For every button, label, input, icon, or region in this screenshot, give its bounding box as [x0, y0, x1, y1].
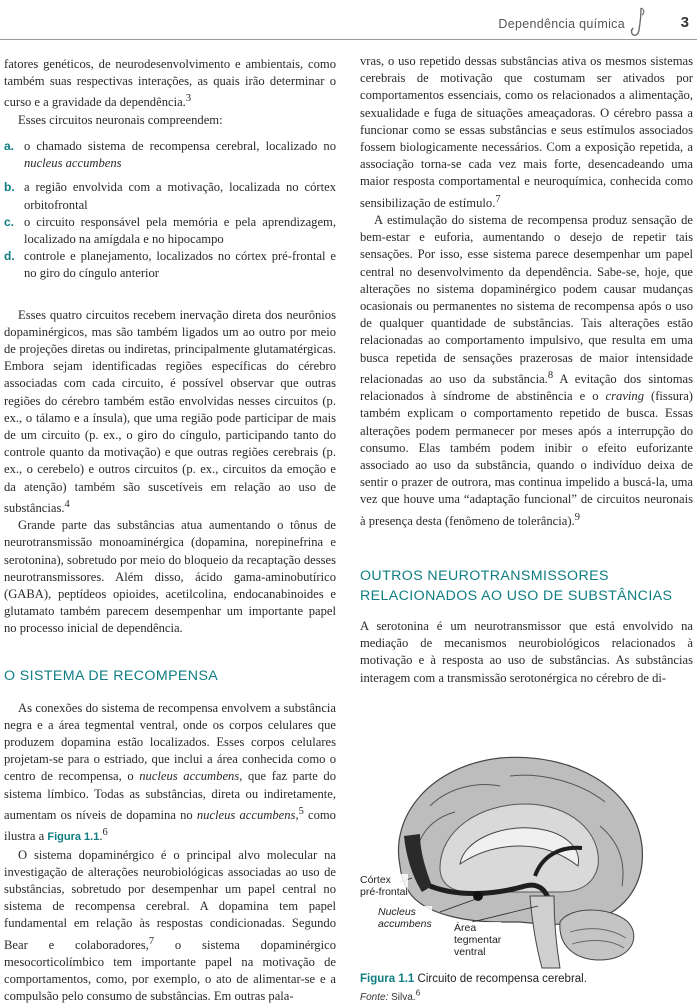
citation: 7 [148, 935, 155, 947]
paragraph: vras, o uso repetido dessas substâncias ativa os mesmos sistemas cerebrais de motivação que costumam ser ativados por comportamentos essenciais, como os relacionados a alimentação, sexualidade e fuga de situações ameaçadoras. O cérebro passa a funcionar como se essas substâncias e seus estímulos associados fossem biologicamente necessários. Com a exposição repetida, a associação torna-se cada vez mais forte, desencadeando uma maior resposta comportamental e neuroquímica, conhecida como sensibilização de estímulo.$^7$ [360, 54, 693, 210]
paragraph: Esses quatro circuitos recebem inervação direta dos neurônios dopaminérgicos, mas são também ligados um ao outro por meio de projeções diretas ou indiretas, principalmente glutamatérgicas. Embora sejam identificadas regiões específicas do cérebro associadas com cada circuito, é possível observar que outras regiões do cérebro também estão envolvidas nesses circuitos (p. ex., o tálamo e a ínsula), que uma região pode participar de mais de um circuito (p. ex., o giro do cíngulo, participando tanto do controle quanto da motivação) e que outras regiões cerebrais (p. ex., o cerebelo) e outros circuitos (p. ex., circuitos da emoção e da atenção) também são suscetíveis em relação ao uso de substâncias.$^4$ [4, 307, 336, 516]
citation: 3 [185, 93, 192, 105]
citation: 5 [298, 805, 304, 817]
right-column [360, 53, 693, 687]
section-heading: O SISTEMA DE RECOMPENSA [4, 667, 219, 684]
caption-text: Circuito de recompensa cerebral. [417, 973, 587, 985]
paragraph: O sistema dopaminérgico é o principal alvo molecular na investigação de alterações neurobiológicas associadas ao uso de substâncias, sobretudo por desempenhar um papel central no sistema de recompensa cerebral. A dopamina tem papel fundamental em relação às respostas condicionadas. Segundo Bear e colaboradores,$^7$ o sistema dopaminérgico mesocorticolímbico tem importante papel na motivação de comportamentos, como, por exemplo, o ato de alimentar-se e a compulsão pelo consumo de substâncias. Em outras pala- [4, 847, 336, 1004]
label-ventral-tegmental-area: Área tegmentar ventral [454, 922, 502, 958]
figure-caption [360, 972, 690, 1005]
label-nucleus-accumbens: Nucleus accumbens [378, 906, 432, 930]
citation: 8 [547, 369, 554, 381]
spoon-fish-hook-icon [627, 6, 649, 38]
page-header [0, 0, 697, 40]
paragraph: A estimulação do sistema de recompensa produz sensação de bem-estar e euforia, aumentando o desejo de repetir tais sensações. Por isso, esse sistema parece desempenhar um papel central no desenvolvimento da dependência. Sabe-se, hoje, que alterações no sistema dopaminérgico podem causar mudanças ocasionais ou permanentes no sistema de recompensa após o uso de qualquer quantidade de substâncias. Tais alterações estão relacionadas ao comportamento impulsivo, que resulta em uma busca repetida de sensações prazerosas de maior intensidade relacionadas ao uso da substância.$^8$ A evitação dos sintomas relacionados à síndrome de abstinência e o craving (fissura) também explicam o comportamento repetido de busca. Essas alterações podem permanecer por meses após a interrupção do consumo. Elas também podem inibir o efeito euforizante associado ao uso da substância, quando o indivíduo deixa de sentir o prazer de outrora, mas continua impelido a buscá-la, uma vez que houve uma “adaptação funcional” de circuitos neuronais à presença desta (fenômeno de tolerância).$^9$ [360, 213, 693, 528]
citation: 4 [64, 498, 70, 510]
caption-label: Figura 1.1 [360, 973, 415, 985]
figure-reference-link[interactable]: Figura 1.1 [47, 831, 100, 844]
left-column [4, 56, 336, 1006]
list-item: d. controle e planejamento, localizados no córtex pré-frontal e no giro do cíngulo anterior [4, 249, 336, 281]
header-divider [0, 39, 697, 40]
list-item: c. o circuito responsável pela memória e pela aprendizagem, localizado na amígdala e no hipocampo [4, 214, 336, 247]
brain-reward-circuit-figure [360, 746, 660, 972]
list-item: a. o chamado sistema de recompensa cerebral, localizado no nucleus accumbens [4, 139, 336, 171]
paragraph: Grande parte das substâncias atua aumentando o tônus de neurotransmissão monoaminérgica (dopamina, norepinefrina e serotonina), sobretudo por meio do bloqueio da recaptação desses neurotransmissores. Além disso, ácido gama-aminobutírico (GABA), peptídeos opioides, acetilcolina, endocanabinoides e glutamato também parecem desempenhar um importante papel no processo inicial de dependência. [4, 518, 336, 636]
brain-illustration [360, 746, 660, 972]
paragraph: fatores genéticos, de neurodesenvolvimento e ambientais, como também suas respectivas interações, as quais irão determinar o curso e a gravidade da dependência.$^3$ [4, 57, 336, 110]
citation: 9 [574, 511, 580, 523]
citation: 7 [495, 193, 501, 205]
section-heading: OUTROS NEUROTRANSMISSORES RELACIONADOS AO USO DE SUBSTÂNCIAS [360, 568, 673, 605]
page-number: 3 [680, 14, 689, 31]
paragraph: A serotonina é um neurotransmissor que está envolvido na mediação de mecanismos neurobiológicos relacionados à motivação e à resposta ao uso de substâncias. As substâncias interagem com a transmissão serotonérgica no cérebro de di- [360, 619, 693, 685]
label-prefrontal-cortex: Córtex pré-frontal [360, 874, 408, 898]
list-item: b. a região envolvida com a motivação, localizada no córtex orbitofrontal [4, 180, 336, 212]
paragraph: As conexões do sistema de recompensa envolvem a substância negra e a área tegmental ventral, onde os corpos celulares que produzem dopamina estão localizados. Esses corpos celulares projetam-se para o estriado, que inclui a área conhecida como o centro de recompensa, o nucleus accumbens, que faz parte do sistema límbico. Todas as substâncias, direta ou indiretamente, aumentam os níveis de dopamina no nucleus accumbens,$^5$ como ilustra a Figura 1.1.$^6$ [4, 700, 336, 844]
paragraph: Esses circuitos neuronais compreendem: [18, 112, 223, 127]
citation: 6 [102, 827, 108, 839]
running-title: Dependência química [498, 17, 625, 31]
circuit-list [4, 138, 336, 283]
caption-source: Fonte: Silva.$^6$ [360, 988, 421, 1004]
